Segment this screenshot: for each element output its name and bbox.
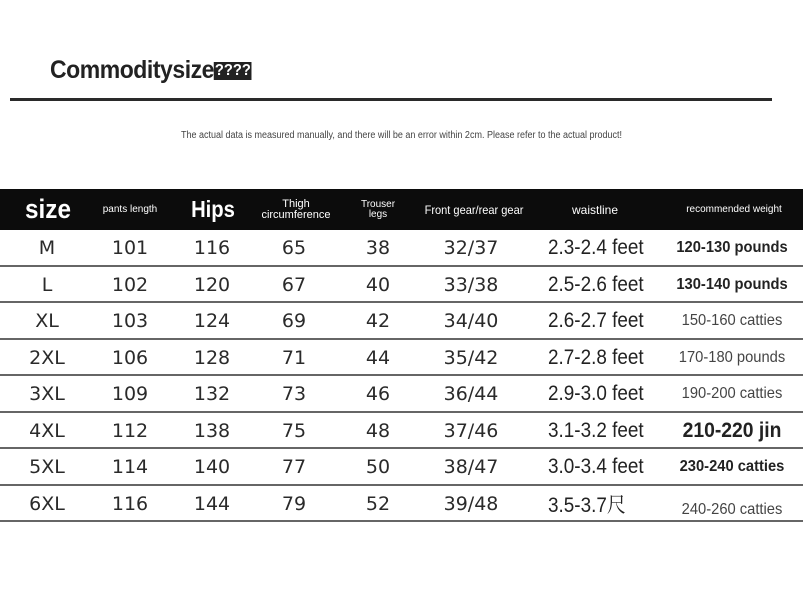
- legs-cell: 42: [365, 310, 391, 332]
- size-cell: M: [38, 237, 56, 259]
- length-cell: 103: [111, 310, 149, 332]
- thigh-cell: 65: [281, 237, 307, 259]
- thigh-cell: 69: [281, 310, 307, 332]
- size-cell: 3XL: [29, 383, 65, 405]
- measurement-note: The actual data is measured manually, and there will be an error within 2cm. Please refer to the actual product!: [180, 130, 623, 141]
- weight-cell: 120-130 pounds: [676, 239, 788, 256]
- header-trouser-legs: Trouser legs: [360, 198, 396, 220]
- title-divider: [10, 98, 772, 101]
- header-thigh: Thigh circumference: [261, 197, 331, 221]
- size-table: [0, 189, 803, 522]
- legs-cell: 48: [365, 419, 391, 442]
- table-row: [0, 267, 803, 304]
- header-size: size: [25, 194, 71, 224]
- thigh-cell: 67: [281, 273, 307, 296]
- header-gear: Front gear/rear gear: [424, 202, 524, 217]
- size-cell: 5XL: [29, 456, 65, 478]
- table-row: [0, 303, 803, 340]
- hips-cell: 124: [193, 310, 231, 332]
- weight-cell: 150-160 catties: [681, 312, 783, 329]
- hips-cell: 128: [193, 346, 231, 369]
- size-cell: XL: [35, 310, 59, 332]
- weight-cell: 240-260 catties: [681, 500, 783, 518]
- legs-cell: 38: [365, 237, 391, 259]
- table-row: [0, 230, 803, 267]
- weight-cell: 130-140 pounds: [676, 275, 788, 293]
- gear-cell: 32/37: [443, 237, 499, 259]
- gear-cell: 34/40: [443, 310, 499, 332]
- thigh-cell: 75: [281, 419, 307, 442]
- legs-cell: 50: [365, 456, 391, 478]
- table-row: [0, 340, 803, 377]
- hips-cell: 116: [193, 237, 231, 259]
- waist-cell: 2.9-3.0 feet: [548, 382, 644, 405]
- waist-cell: 3.0-3.4 feet: [548, 455, 644, 478]
- header-waistline: waistline: [571, 202, 619, 217]
- thigh-cell: 79: [281, 492, 307, 515]
- length-cell: 102: [111, 273, 149, 296]
- length-cell: 101: [111, 237, 149, 259]
- legs-cell: 52: [365, 492, 391, 515]
- length-cell: 106: [111, 346, 149, 369]
- hips-cell: 138: [193, 419, 231, 442]
- waist-cell: 3.1-3.2 feet: [548, 418, 644, 442]
- gear-cell: 39/48: [443, 492, 499, 515]
- header-weight: recommended weight: [686, 203, 782, 215]
- page-title: [50, 56, 252, 85]
- length-cell: 109: [111, 383, 149, 405]
- gear-cell: 35/42: [443, 346, 499, 369]
- gear-cell: 37/46: [443, 419, 499, 442]
- hips-cell: 120: [193, 273, 231, 296]
- size-cell: L: [41, 273, 53, 296]
- length-cell: 116: [111, 492, 149, 515]
- table-row: [0, 486, 803, 523]
- thigh-cell: 77: [281, 456, 307, 478]
- gear-cell: 33/38: [443, 273, 499, 296]
- header-hips: Hips: [191, 196, 235, 222]
- weight-cell: 190-200 catties: [681, 385, 783, 402]
- size-cell: 2XL: [29, 346, 65, 369]
- waist-cell: 2.3-2.4 feet: [548, 236, 644, 259]
- table-row: [0, 413, 803, 450]
- title-missing-glyphs: ????: [214, 62, 251, 79]
- header-pants-length: pants length: [102, 203, 158, 215]
- table-row: [0, 449, 803, 486]
- weight-cell: 170-180 pounds: [678, 348, 786, 366]
- gear-cell: 38/47: [443, 456, 499, 478]
- waist-cell: 2.5-2.6 feet: [548, 272, 644, 296]
- table-row: [0, 376, 803, 413]
- waist-cell: 2.7-2.8 feet: [548, 345, 644, 369]
- waist-cell: 2.6-2.7 feet: [548, 309, 644, 332]
- table-body: [0, 230, 803, 522]
- gear-cell: 36/44: [443, 383, 499, 405]
- legs-cell: 46: [365, 383, 391, 405]
- hips-cell: 144: [193, 492, 231, 515]
- table-header: [0, 189, 803, 230]
- length-cell: 112: [111, 419, 149, 442]
- thigh-cell: 71: [281, 346, 307, 369]
- hips-cell: 132: [193, 383, 231, 405]
- weight-cell: 230-240 catties: [679, 458, 785, 475]
- hips-cell: 140: [193, 456, 231, 478]
- weight-cell: 210-220 jin: [682, 418, 782, 442]
- title-text: Commoditysize: [50, 56, 215, 84]
- waist-cell: 3.5-3.7尺: [548, 493, 626, 517]
- thigh-cell: 73: [281, 383, 307, 405]
- length-cell: 114: [111, 456, 149, 478]
- legs-cell: 40: [365, 273, 391, 296]
- size-cell: 6XL: [29, 492, 65, 515]
- size-cell: 4XL: [29, 419, 65, 442]
- legs-cell: 44: [365, 346, 391, 369]
